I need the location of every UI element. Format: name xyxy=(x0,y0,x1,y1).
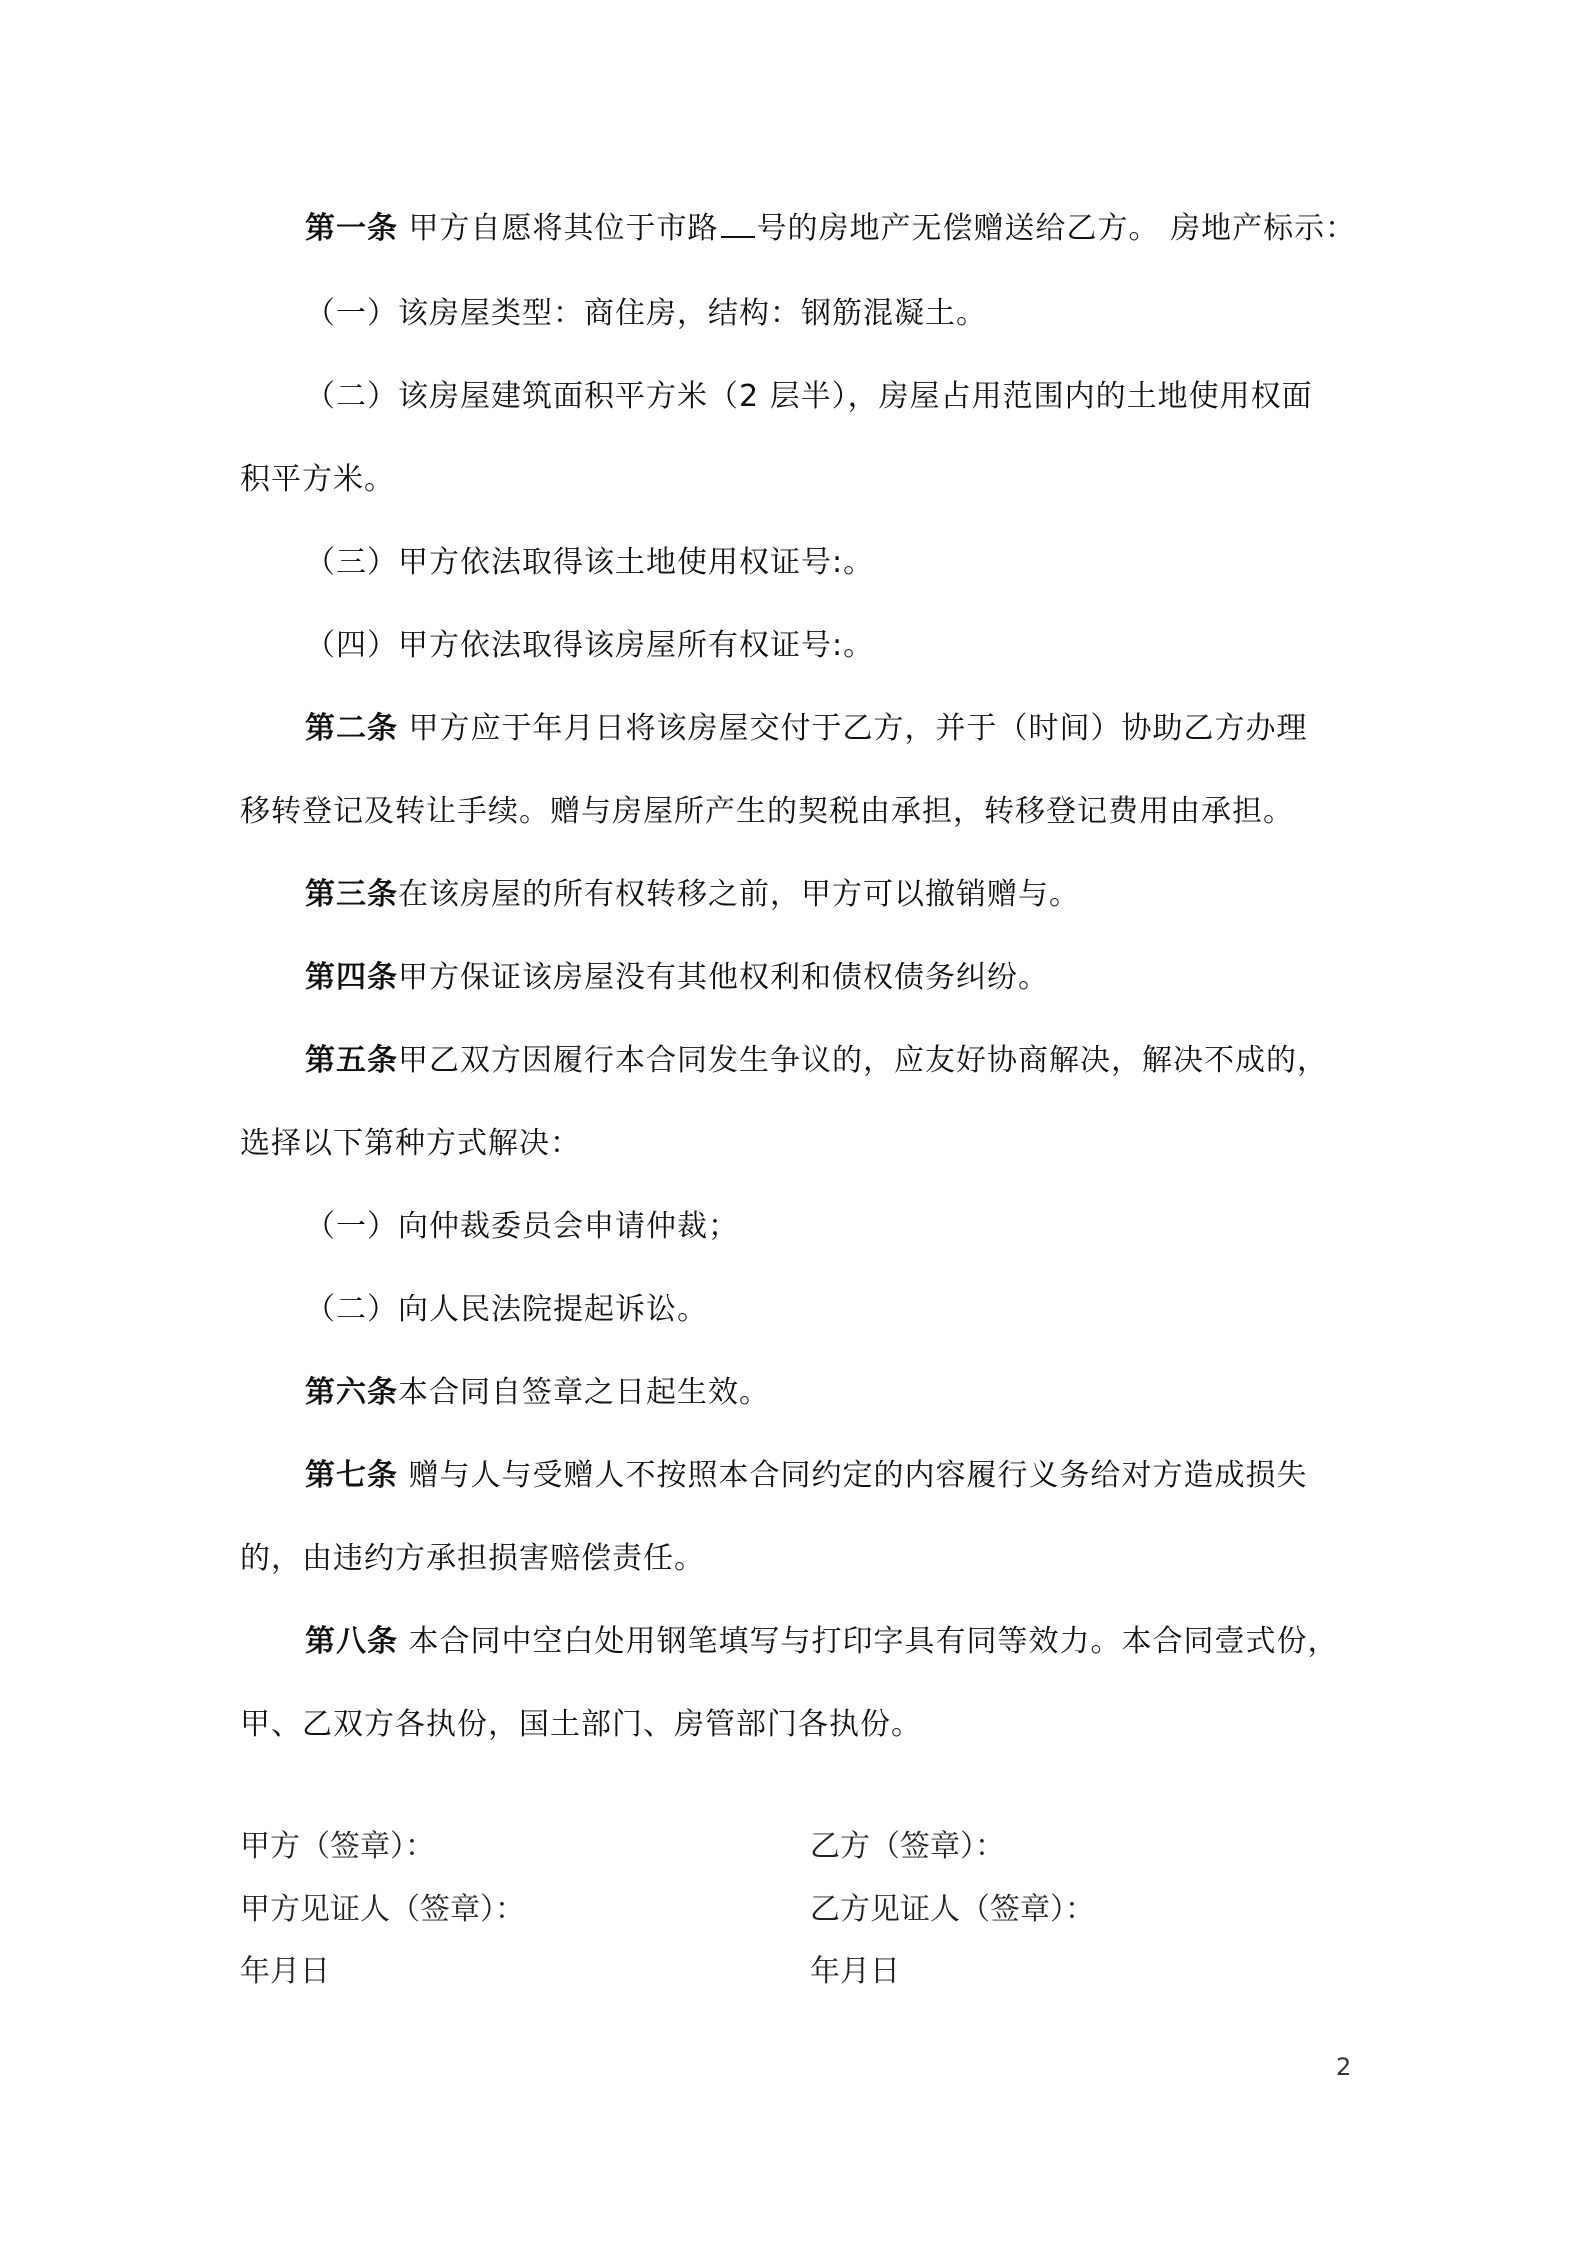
article-8-text-1: 本合同中空白处用钢笔填写与打印字具有同等效力。本合同壹式份， xyxy=(408,1624,1339,1659)
article-1-item-2: （二）该房屋建筑面积平方米（2 层半），房屋占用范围内的土地使用权面 xyxy=(305,379,1313,414)
party-b-signature-label: 乙方（签章）： xyxy=(810,1829,1005,1864)
article-2-line-1 xyxy=(305,709,1308,749)
party-a-date-label: 年月日 xyxy=(240,1954,330,1989)
page-number: 2 xyxy=(1336,2053,1352,2081)
article-7-line-1 xyxy=(305,1456,1308,1496)
article-5-text-1: 甲乙双方因履行本合同发生争议的，应友好协商解决，解决不成的， xyxy=(398,1043,1328,1078)
article-7-line-2: 的，由违约方承担损害赔偿责任。 xyxy=(240,1541,705,1576)
article-7-text-1: 赠与人与受赠人不按照本合同约定的内容履行义务给对方造成损失 xyxy=(408,1458,1308,1493)
article-1-heading: 第一条 xyxy=(305,211,398,246)
article-2-line-2: 移转登记及转让手续。赠与房屋所产生的契税由承担，转移登记费用由承担。 xyxy=(240,794,1294,829)
article-1-text-b: 号的房地产无偿赠送给乙方。 房地产标示： xyxy=(756,211,1357,246)
article-1-text-a: 甲方自愿将其位于市路 xyxy=(408,211,719,246)
party-a-witness-label: 甲方见证人（签章）： xyxy=(240,1892,525,1927)
party-a-signature-label: 甲方（签章）： xyxy=(240,1829,435,1864)
article-1-item-2-cont: 积平方米。 xyxy=(240,462,395,497)
article-3-heading: 第三条 xyxy=(305,877,398,912)
address-number-blank[interactable] xyxy=(721,208,755,238)
article-8-line-1 xyxy=(305,1622,1339,1662)
party-b-date-label: 年月日 xyxy=(810,1954,900,1989)
article-6-heading: 第六条 xyxy=(305,1375,398,1410)
article-3-line xyxy=(305,875,1080,915)
article-1-line-1 xyxy=(305,208,1356,249)
article-6-text: 本合同自签章之日起生效。 xyxy=(398,1375,770,1410)
article-7-heading: 第七条 xyxy=(305,1458,398,1493)
article-8-line-2: 甲、乙双方各执份，国土部门、房管部门各执份。 xyxy=(240,1707,922,1742)
article-1-item-1: （一）该房屋类型：商住房，结构：钢筋混凝土。 xyxy=(305,296,987,331)
article-1-item-4: （四）甲方依法取得该房屋所有权证号:。 xyxy=(305,628,875,663)
article-5-item-2: （二）向人民法院提起诉讼。 xyxy=(305,1292,708,1327)
article-5-heading: 第五条 xyxy=(305,1043,398,1078)
article-2-heading: 第二条 xyxy=(305,711,398,746)
article-5-line-2: 选择以下第种方式解决： xyxy=(240,1126,581,1161)
article-4-line xyxy=(305,958,1049,998)
article-1-item-3: （三）甲方依法取得该土地使用权证号:。 xyxy=(305,545,875,580)
article-3-text: 在该房屋的所有权转移之前，甲方可以撤销赠与。 xyxy=(398,877,1080,912)
party-b-witness-label: 乙方见证人（签章）： xyxy=(810,1892,1095,1927)
article-5-line-1 xyxy=(305,1041,1328,1081)
article-4-text: 甲方保证该房屋没有其他权利和债权债务纠纷。 xyxy=(398,960,1049,995)
article-2-text-1: 甲方应于年月日将该房屋交付于乙方，并于（时间）协助乙方办理 xyxy=(408,711,1308,746)
article-6-line xyxy=(305,1373,770,1413)
article-4-heading: 第四条 xyxy=(305,960,398,995)
article-8-heading: 第八条 xyxy=(305,1624,398,1659)
article-5-item-1: （一）向仲裁委员会申请仲裁； xyxy=(305,1209,739,1244)
